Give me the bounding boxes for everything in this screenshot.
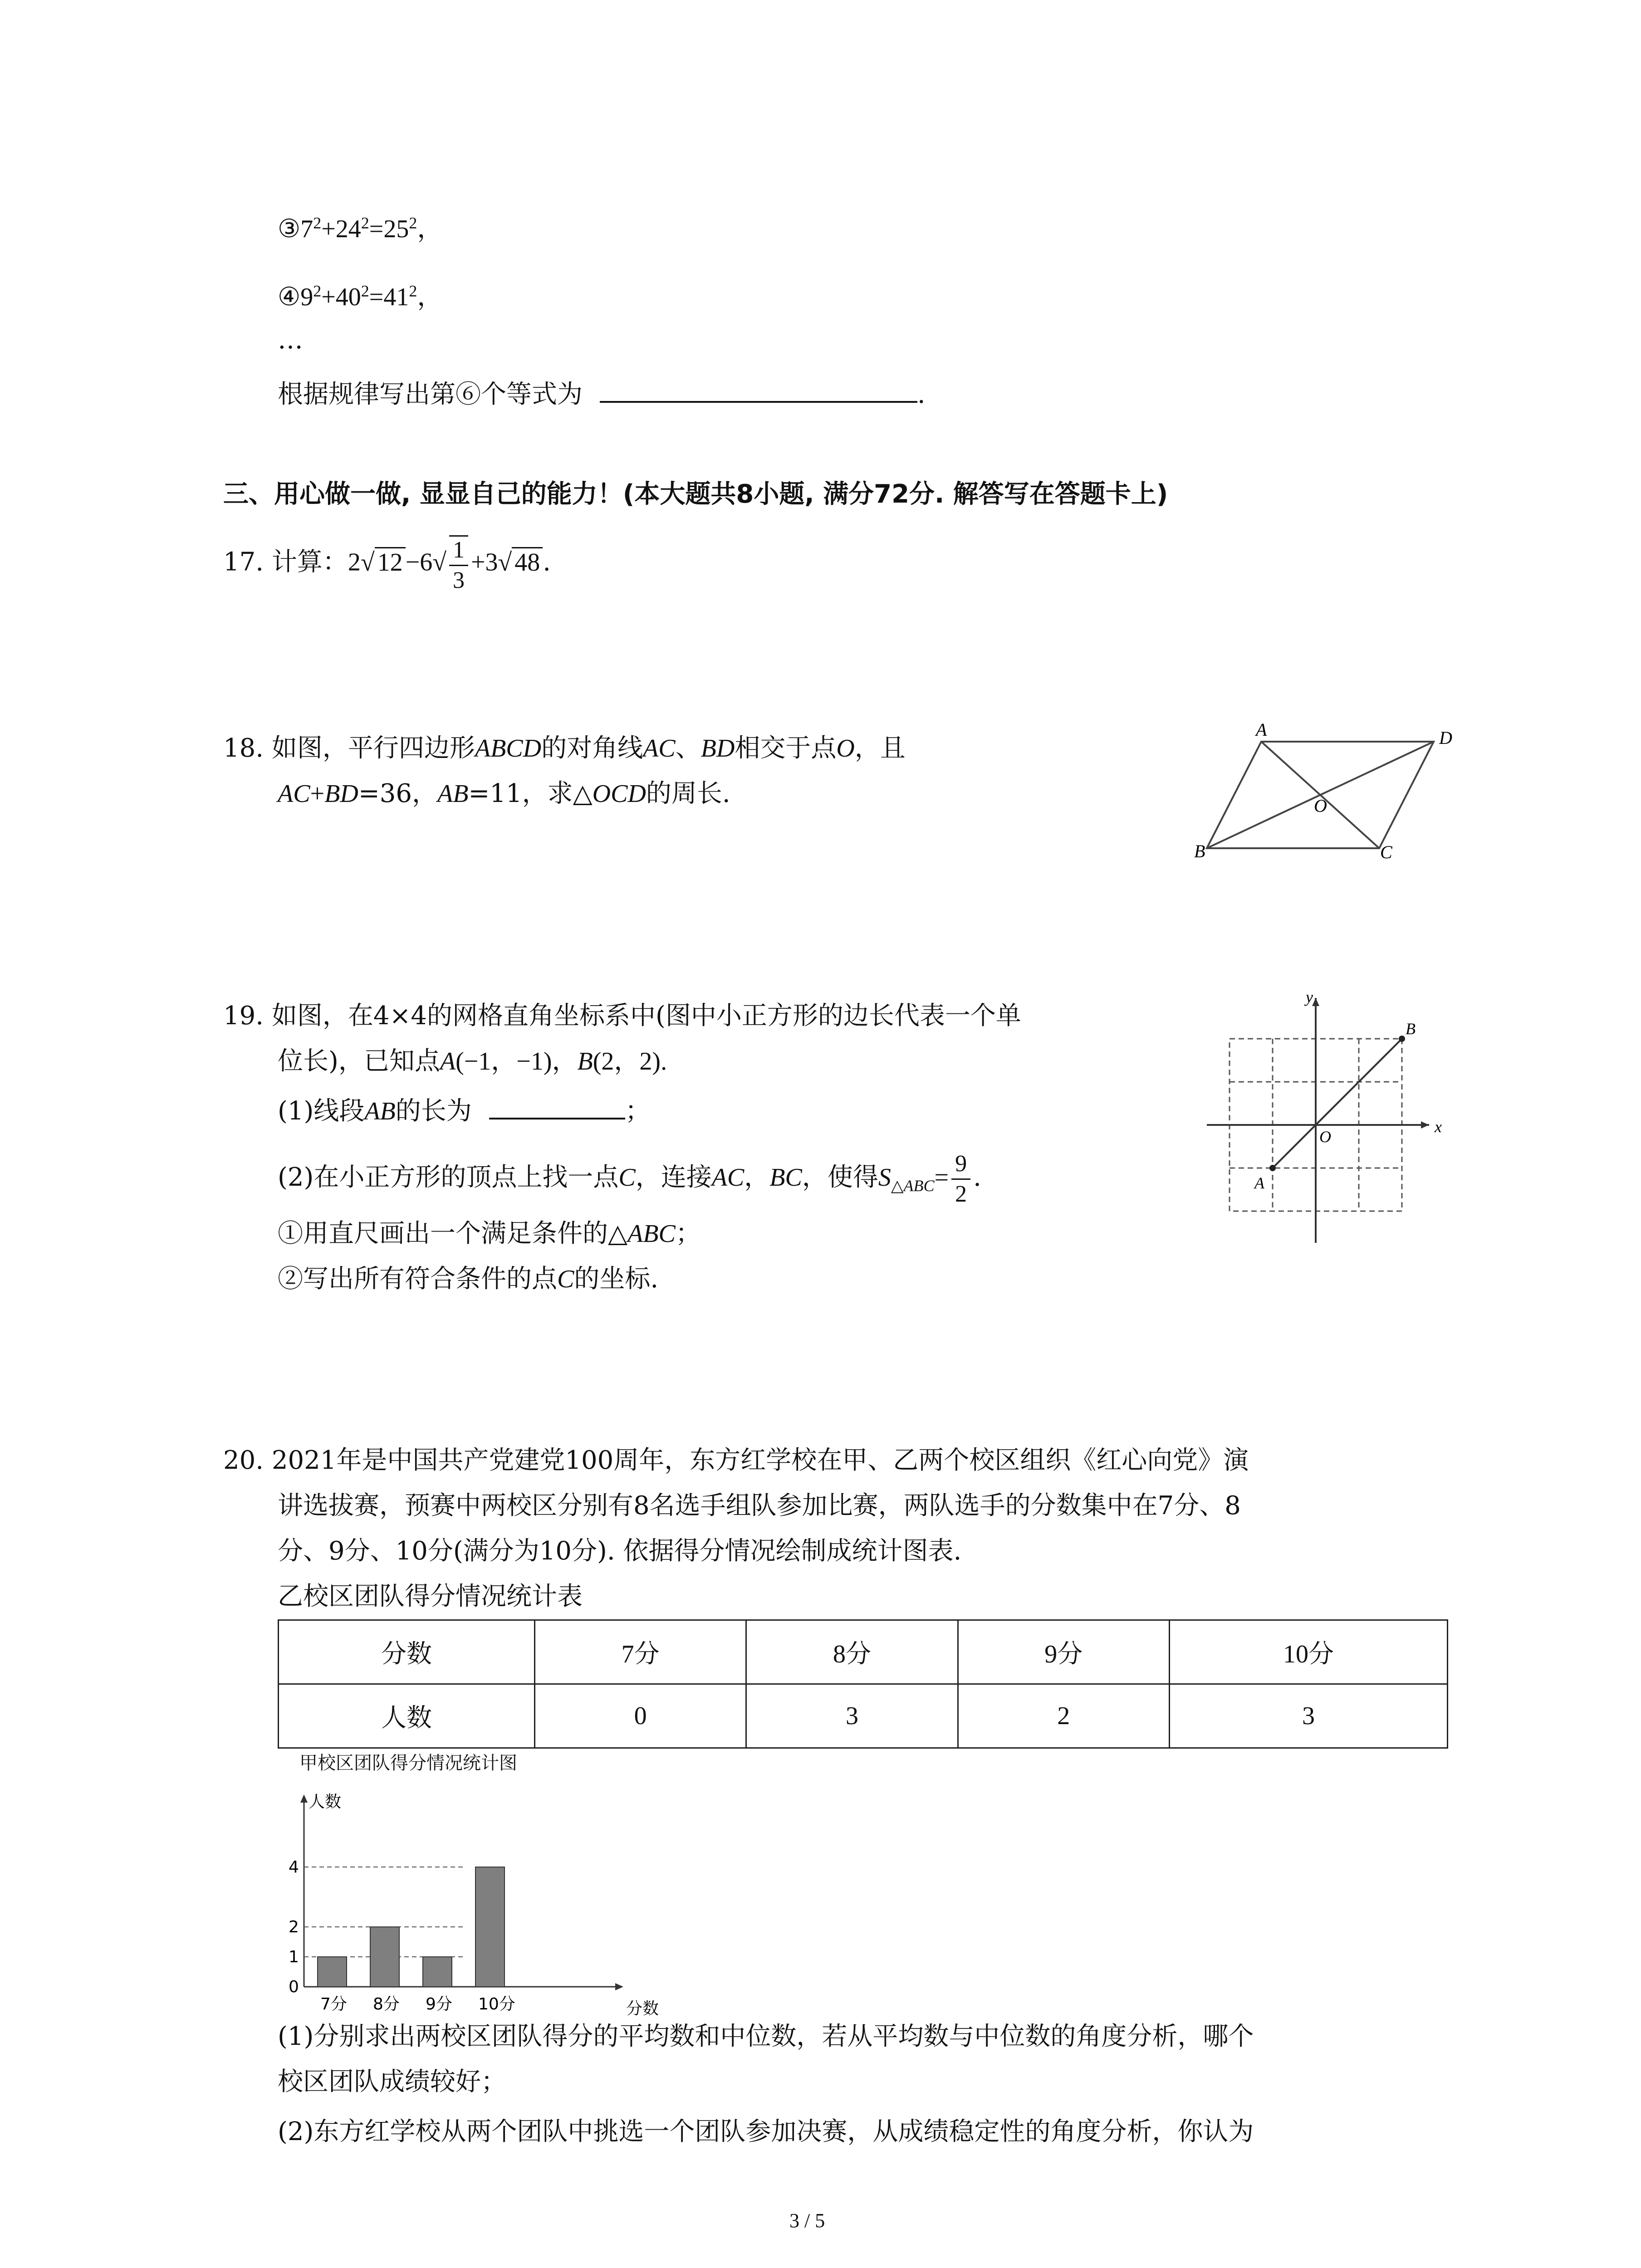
table-cell: 10分 (1169, 1620, 1447, 1684)
fraction-9-2: $\frac{9}{2}$ (951, 1152, 970, 1206)
label-A: A (1254, 1174, 1264, 1192)
q19-answer-blank[interactable] (489, 1090, 625, 1119)
section-3-title: 三、用心做一做, 显显自己的能力！(本大题共8小题, 满分72分. 解答写在答题卡上) (223, 479, 1168, 509)
q20-table-title: 乙校区团队得分情况统计表 (278, 1582, 583, 1611)
q16-eq4: $④9^2+40^2=41^2$， (278, 282, 443, 311)
q20-sub1-line1: (1)分别求出两校区团队得分的平均数和中位数，若从平均数与中位数的角度分析，哪个 (278, 2022, 1254, 2051)
bar-chart (272, 1783, 681, 2037)
q19-number: 19. (223, 1001, 264, 1031)
q17: 17. 计算：2√ 12 −6√ $\frac{1}{3}$ +3√ 48 . (223, 535, 551, 592)
q19-line1: 19. 如图，在4×4的网格直角坐标系中(图中小正方形的边长代表一个单 (223, 1001, 1021, 1031)
axis-x-label: x (1435, 1118, 1442, 1136)
y-tick-label: 0 (289, 1978, 299, 1996)
x-tick-label: 7分 (320, 1995, 347, 2014)
sqrt-12: √ 12 (361, 540, 406, 585)
y-axis-title: 人数 (309, 1793, 342, 1811)
table-cell: 0 (535, 1684, 746, 1748)
axis-y-label: y (1306, 989, 1313, 1006)
table-cell: 2 (958, 1684, 1169, 1748)
q20-line1: 20. 2021年是中国共产党建党100周年，东方红学校在甲、乙两个校区组织《红心向党》演 (223, 1446, 1249, 1475)
q20-sub2-line1: (2)东方红学校从两个团队中挑选一个团队参加决赛，从成绩稳定性的角度分析，你认为 (278, 2117, 1254, 2146)
bar-8分 (370, 1927, 399, 1987)
q18-number: 18. (223, 733, 264, 763)
table-cell: 9分 (958, 1620, 1169, 1684)
q16-ellipsis: … (278, 325, 303, 355)
y-tick-label: 4 (289, 1858, 299, 1877)
x-tick-label: 8分 (373, 1995, 400, 2014)
coordinate-grid-figure (1198, 989, 1452, 1252)
q20-line2: 讲选拔赛，预赛中两校区分别有8名选手组队参加比赛，两队选手的分数集中在7分、8 (278, 1491, 1241, 1520)
y-tick-label: 2 (289, 1918, 299, 1936)
y-axis-arrow-icon (300, 1794, 308, 1803)
label-C: C (1380, 842, 1392, 862)
chart-title: 甲校区团队得分情况统计图 (299, 1753, 517, 1774)
page-number: 3 / 5 (789, 2209, 825, 2232)
origin-label: O (1319, 1128, 1331, 1146)
x-axis-title: 分数 (626, 1999, 659, 2018)
q16-eq3: $③7^2+24^2=25^2$， (278, 214, 443, 243)
table-header-row (279, 1620, 1448, 1684)
q18-line1: 18. 如图，平行四边形ABCD的对角线AC、BD相交于点O，且 (223, 733, 906, 763)
q18-line2: AC+BD=36，AB=11，求△OCD的周长. (278, 779, 730, 808)
q19-sub1: (1)线段AB的长为 ； (278, 1089, 651, 1134)
q19-item2: ②写出所有符合条件的点C的坐标. (278, 1264, 659, 1294)
bar-9分 (423, 1957, 452, 1987)
label-B: B (1406, 1020, 1416, 1038)
score-table (278, 1619, 1448, 1749)
x-tick-label: 9分 (426, 1995, 452, 2014)
sqrt-48: √ 48 (498, 540, 543, 585)
label-B: B (1194, 841, 1205, 861)
x-tick-label: 10分 (478, 1995, 515, 2014)
q20-sub1-line2: 校区团队成绩较好； (278, 2067, 506, 2097)
q20-number: 20. (223, 1446, 264, 1475)
bar-7分 (318, 1957, 347, 1987)
label-D: D (1439, 728, 1452, 748)
q19-item1: ①用直尺画出一个满足条件的△ABC； (278, 1219, 701, 1248)
table-cell: 人数 (279, 1684, 535, 1748)
parallelogram-figure (1189, 721, 1470, 871)
table-row (279, 1684, 1448, 1748)
label-A: A (1256, 721, 1267, 740)
q16-answer-blank[interactable] (600, 374, 917, 403)
table-cell: 7分 (535, 1620, 746, 1684)
q20-line3: 分、9分、10分(满分为10分). 依据得分情况绘制成统计图表. (278, 1536, 962, 1566)
fraction-1-3: $\frac{1}{3}$ (449, 535, 468, 592)
x-axis-arrow-icon (615, 1983, 623, 1990)
q19-line2: 位长)，已知点A(−1，−1)，B(2，2). (278, 1046, 667, 1076)
label-O: O (1314, 796, 1327, 816)
circle-number-3: ③ (278, 215, 301, 243)
table-cell: 8分 (746, 1620, 958, 1684)
y-tick-label: 1 (289, 1948, 299, 1966)
table-cell: 3 (1169, 1684, 1447, 1748)
table-cell: 3 (746, 1684, 958, 1748)
circle-number-4: ④ (278, 283, 301, 311)
q17-number: 17. (223, 547, 264, 577)
table-cell: 分数 (279, 1620, 535, 1684)
q16-prompt: 根据规律写出第⑥个等式为 . (278, 372, 926, 417)
bar-10分 (475, 1867, 505, 1987)
q19-sub2: (2)在小正方形的顶点上找一点C，连接AC，BC，使得$S_{\triangle ABC}=$ $\frac{9}{2}$ . (278, 1151, 981, 1207)
